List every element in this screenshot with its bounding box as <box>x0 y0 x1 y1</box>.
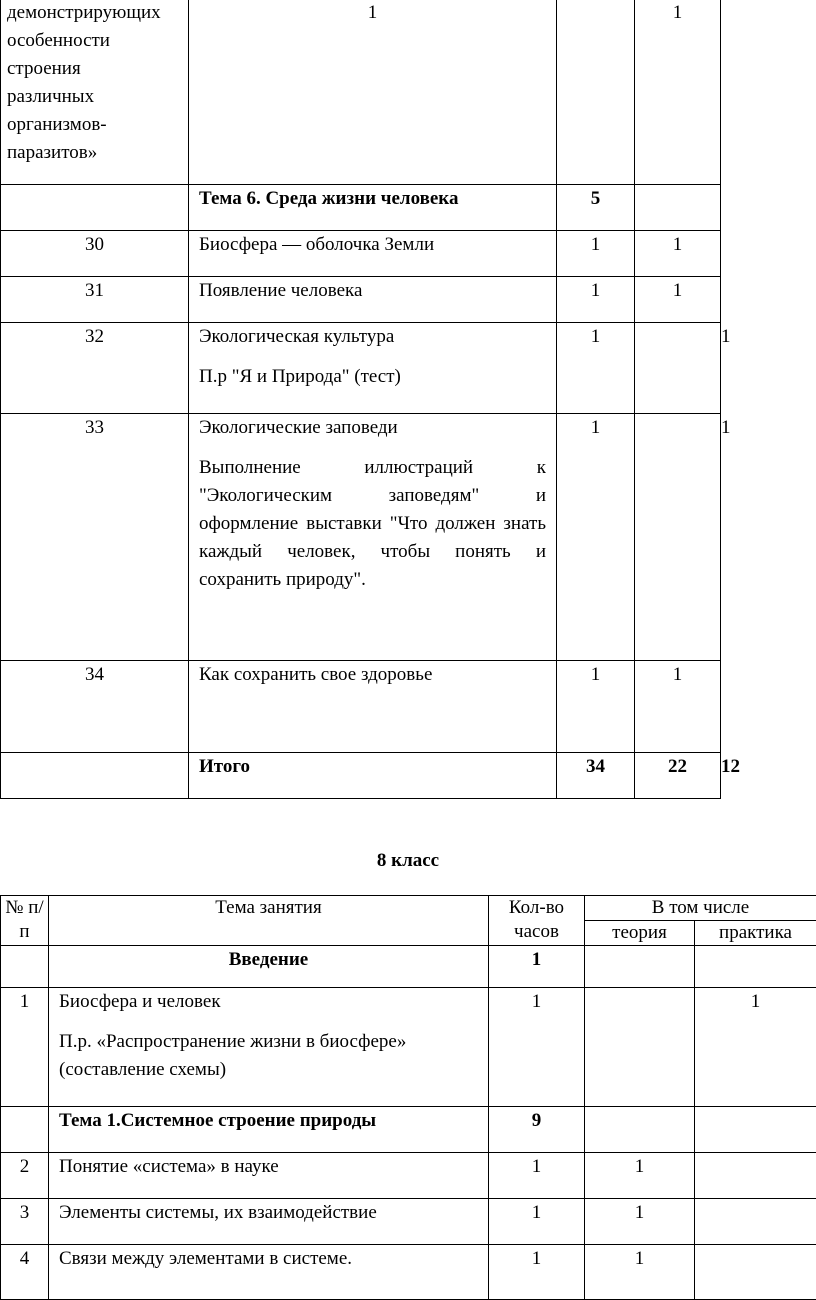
header-hours: Кол-во часов <box>489 896 585 946</box>
topic-title: Экологическая культура <box>199 323 546 351</box>
table-row <box>1 1245 816 1300</box>
hours-cell: 1 <box>557 277 635 323</box>
practice-cell <box>695 1153 816 1199</box>
table-row <box>1 988 816 1107</box>
topic-cell <box>189 323 557 414</box>
table-row: 33 Экологические заповеди Выполнение иллюстраций к "Экологическим заповедям" и оформление выставки "Что должен знать каждый человек, чтобы понять и сохранить природу". 1 1 <box>1 414 721 661</box>
table-row <box>1 231 721 277</box>
section-title-cell: Тема 1.Системное строение природы <box>49 1107 489 1153</box>
hours-cell: 1 <box>189 0 557 185</box>
practice-cell: 1 <box>635 0 721 185</box>
practice-cell: 1 <box>695 988 816 1107</box>
theory-cell: 1 <box>585 1153 695 1199</box>
header-num: № п/п <box>1 896 49 946</box>
num-cell: 33 <box>1 414 189 661</box>
num-cell <box>1 1107 49 1153</box>
total-row: Итого 34 22 12 <box>1 753 721 799</box>
table-row <box>1 946 816 988</box>
hours-cell: 1 <box>557 414 635 661</box>
lesson-table-8 <box>0 895 816 1300</box>
table-row <box>1 277 721 323</box>
num-cell <box>1 753 189 799</box>
hours-cell: 1 <box>557 231 635 277</box>
table-row <box>1 1107 816 1153</box>
topic-cell: Появление человека <box>189 277 557 323</box>
practice-cell <box>695 946 816 988</box>
topic-continuation: демонстрирующих особенности строения различных организмов- паразитов» <box>7 0 178 167</box>
header-topic: Тема занятия <box>49 896 489 946</box>
practice-cell <box>695 1245 816 1300</box>
num-cell: 31 <box>1 277 189 323</box>
num-cell: 30 <box>1 231 189 277</box>
hours-cell: 1 <box>489 1199 585 1245</box>
topic-cell: Биосфера — оболочка Земли <box>189 231 557 277</box>
practical-work: П.р. «Распространение жизни в биосфере» (составление схемы) <box>59 1028 478 1084</box>
theory-cell: 1 <box>585 1199 695 1245</box>
theory-cell <box>585 946 695 988</box>
section-title-cell: Введение <box>49 946 489 988</box>
hours-cell: 1 <box>489 1245 585 1300</box>
hours-cell: 1 <box>557 661 635 753</box>
hours-cell: 1 <box>489 988 585 1107</box>
hours-cell: 5 <box>557 185 635 231</box>
theory-cell: 1 <box>635 277 721 323</box>
theory-cell: 1 <box>585 1245 695 1300</box>
theory-cell <box>635 185 721 231</box>
topic-title: Биосфера и человек <box>59 988 478 1016</box>
hours-cell: 1 <box>557 323 635 414</box>
num-cell: 32 <box>1 323 189 414</box>
topic-cell <box>1 0 189 185</box>
theory-cell <box>557 0 635 185</box>
num-cell: 2 <box>1 1153 49 1199</box>
practical-work: Выполнение иллюстраций к "Экологическим заповедям" и оформление выставки "Что должен знать каждый человек, чтобы понять и сохранить природу". <box>199 454 546 594</box>
topic-cell <box>189 414 557 661</box>
theory-cell <box>585 1107 695 1153</box>
header-row <box>1 896 816 921</box>
practice-cell <box>695 1107 816 1153</box>
total-label: Итого <box>189 753 557 799</box>
topic-title: Экологические заповеди <box>199 414 546 442</box>
table-row <box>1 661 721 753</box>
header-group: В том числе <box>585 896 816 921</box>
num-cell <box>1 946 49 988</box>
theory-cell <box>635 323 721 414</box>
theory-cell <box>635 414 721 661</box>
practice-cell <box>695 1199 816 1245</box>
topic-cell: Как сохранить свое здоровье <box>189 661 557 753</box>
table-row <box>1 185 721 231</box>
table-row: 32 Экологическая культура П.р "Я и Природа" (тест) 1 1 <box>1 323 721 414</box>
topic-cell: Понятие «система» в науке <box>49 1153 489 1199</box>
header-theory: теория <box>585 921 695 946</box>
num-cell: 34 <box>1 661 189 753</box>
num-cell: 3 <box>1 1199 49 1245</box>
theory-cell: 1 <box>635 231 721 277</box>
table-row <box>1 1153 816 1199</box>
hours-cell: 1 <box>489 1153 585 1199</box>
hours-cell: 9 <box>489 1107 585 1153</box>
topic-cell <box>49 988 489 1107</box>
total-hours: 34 <box>557 753 635 799</box>
theory-cell: 1 <box>635 661 721 753</box>
topic-cell: Элементы системы, их взаимодействие <box>49 1199 489 1245</box>
section-heading: 8 класс <box>0 849 816 873</box>
theory-cell <box>585 988 695 1107</box>
num-cell: 4 <box>1 1245 49 1300</box>
table-row <box>1 1199 816 1245</box>
topic-cell: Связи между элементами в системе. <box>49 1245 489 1300</box>
hours-cell: 1 <box>489 946 585 988</box>
num-cell: 1 <box>1 988 49 1107</box>
practical-work: П.р "Я и Природа" (тест) <box>199 363 546 391</box>
num-cell <box>1 185 189 231</box>
total-theory: 22 <box>635 753 721 799</box>
table-row <box>1 0 721 185</box>
header-practice: практика <box>695 921 816 946</box>
section-title-cell: Тема 6. Среда жизни человека <box>189 185 557 231</box>
